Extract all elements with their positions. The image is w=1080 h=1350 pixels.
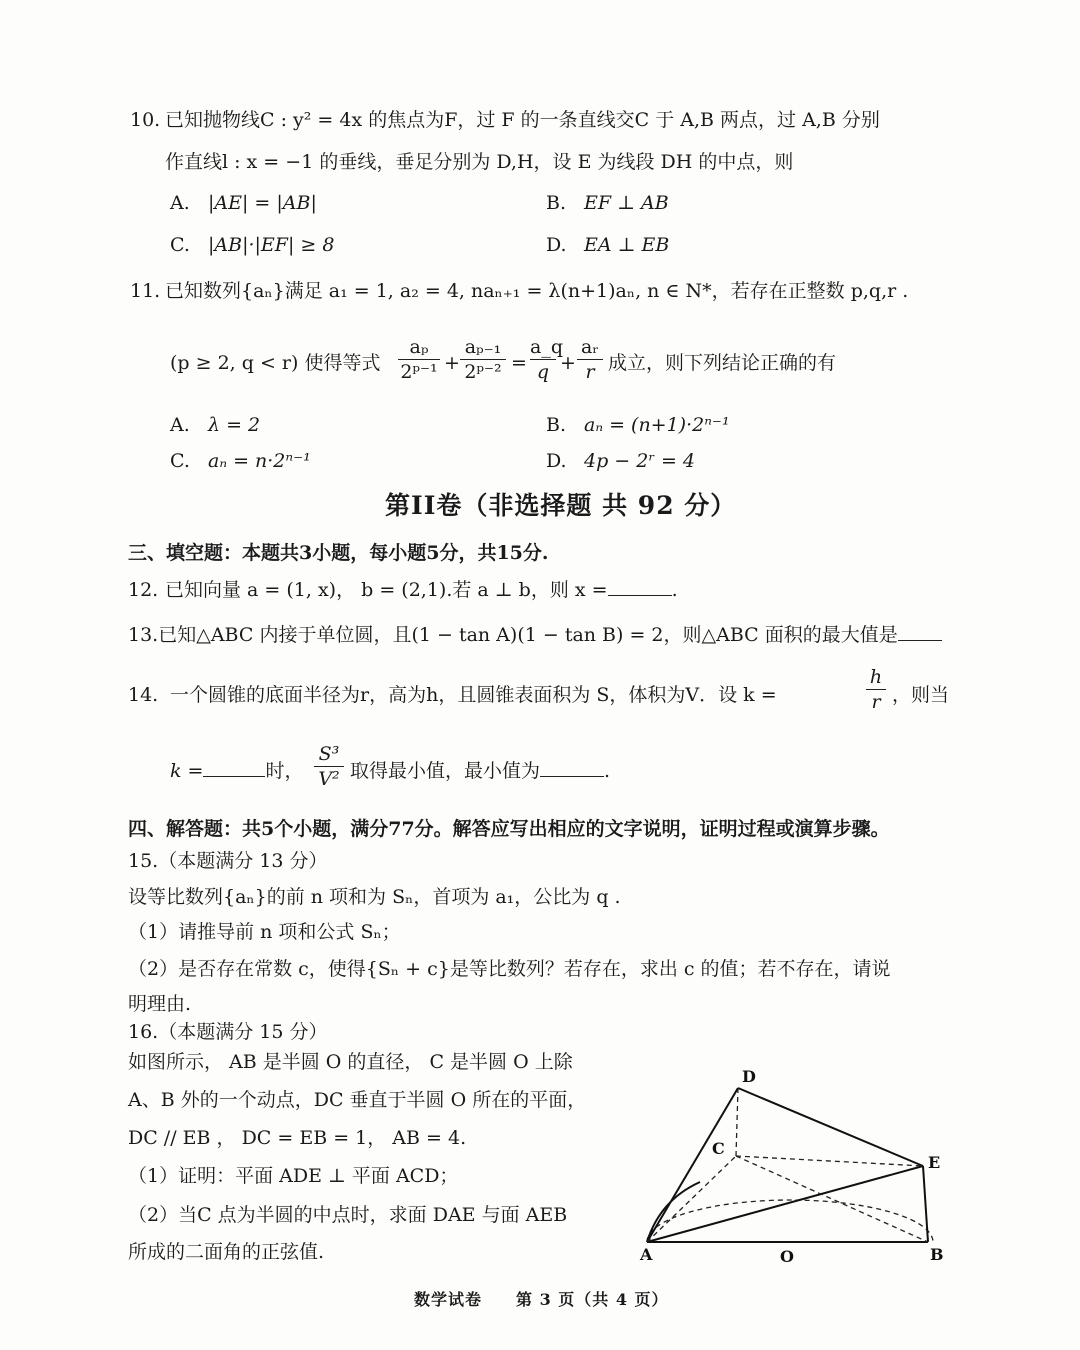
q14-k-numerator: h xyxy=(869,666,883,688)
q11-option-d: 4p − 2ʳ = 4 xyxy=(584,450,696,472)
q10-stem-line1: 已知抛物线C : y² = 4x 的焦点为F，过 F 的一条直线交C 于 A,B 两点，过 A,B 分别 xyxy=(165,109,880,131)
q13-text: 13.已知△ABC 内接于单位圆，且(1 − tan A)(1 − tan B) = 2，则△ABC 面积的最大值是 xyxy=(128,624,898,646)
q11-option-d-label: D. xyxy=(546,450,567,472)
q14-mid: 取得最小值，最小值为 xyxy=(350,760,541,782)
q13-answer-blank[interactable] xyxy=(898,640,942,641)
q14-min-blank[interactable] xyxy=(540,776,604,777)
q11-option-b-label: B. xyxy=(546,414,567,436)
q10-number: 10. xyxy=(130,109,161,131)
q14-ratio-fraction xyxy=(314,743,344,790)
q11-stem-line1: 已知数列{aₙ}满足 a₁ = 1, a₂ = 4, naₙ₊₁ = λ(n+1)aₙ, n ∈ N*，若存在正整数 p,q,r . xyxy=(165,280,909,302)
equals-sign: = xyxy=(511,352,527,374)
q16-line1: 如图所示， AB 是半圆 O 的直径， C 是半圆 O 上除 xyxy=(128,1051,573,1073)
q11-option-c: aₙ = n·2ⁿ⁻¹ xyxy=(208,450,311,472)
q10-option-d: EA ⊥ EB xyxy=(584,234,670,256)
q11-number: 11. xyxy=(130,280,161,302)
q11-frac2-denominator: 2ᵖ⁻² xyxy=(464,361,502,383)
q11-frac1-numerator: aₚ xyxy=(409,336,429,358)
footer-page: 第 3 页（共 4 页） xyxy=(516,1290,669,1309)
q11-fraction-4 xyxy=(577,336,603,383)
segment-ad xyxy=(647,1088,738,1242)
q11-option-b: aₙ = (n+1)·2ⁿ⁻¹ xyxy=(584,414,730,436)
q11-frac4-denominator: r xyxy=(585,361,595,383)
q16-line3: DC // EB ， DC = EB = 1， AB = 4. xyxy=(128,1127,467,1149)
q15-header: 15.（本题满分 13 分） xyxy=(128,850,328,872)
label-d: D xyxy=(742,1067,756,1086)
q16-line2: A、B 外的一个动点，DC 垂直于半圆 O 所在的平面， xyxy=(128,1089,587,1111)
q11-frac3-denominator: q xyxy=(536,361,550,383)
q11-frac3-numerator: a_q xyxy=(530,336,563,358)
q14-line1-tail: ，则当 xyxy=(892,684,950,706)
q15-part2-continued: 明理由. xyxy=(128,993,192,1015)
q10-option-a: |AE| = |AB| xyxy=(208,192,317,214)
q16-part2: （2）当C 点为半圆的中点时，求面 DAE 与面 AEB xyxy=(128,1204,568,1226)
q14-end: . xyxy=(604,760,611,782)
segment-cb xyxy=(736,1156,928,1242)
q16-part2-continued: 所成的二面角的正弦值. xyxy=(128,1241,325,1263)
q11-fraction-2 xyxy=(460,336,506,383)
q11-fraction-3 xyxy=(530,336,563,383)
q11-condition: (p ≥ 2, q < r) 使得等式 xyxy=(170,352,381,374)
q11-frac1-denominator: 2ᵖ⁻¹ xyxy=(400,361,438,383)
label-e: E xyxy=(928,1153,941,1172)
q12-answer-blank[interactable] xyxy=(608,595,672,596)
q12-end: . xyxy=(671,579,678,601)
q11-option-c-label: C. xyxy=(170,450,190,472)
q16-part1: （1）证明：平面 ADE ⊥ 平面 ACD； xyxy=(128,1165,459,1187)
section3-heading: 三、填空题：本题共3小题，每小题5分，共15分. xyxy=(128,542,549,564)
segment-dc xyxy=(736,1088,738,1156)
q14-k-fraction xyxy=(866,666,886,713)
q13-stem xyxy=(128,623,942,647)
q11-fraction-1 xyxy=(398,336,440,383)
segment-ae xyxy=(647,1166,923,1242)
segment-ce xyxy=(736,1156,923,1166)
q15-intro: 设等比数列{aₙ}的前 n 项和为 Sₙ，首项为 a₁，公比为 q . xyxy=(128,886,621,908)
q16-geometry-figure xyxy=(630,1060,960,1270)
q15-part2: （2）是否存在常数 c，使得{Sₙ + c}是等比数列？若存在，求出 c 的值；若不存在，请说 xyxy=(128,958,891,980)
q10-option-a-label: A. xyxy=(170,192,190,214)
q14-k-denominator: r xyxy=(871,691,881,713)
q14-line2-tail xyxy=(350,759,610,783)
plus-sign: + xyxy=(560,352,576,374)
q11-option-a-label: A. xyxy=(170,414,190,436)
q11-frac2-numerator: aₚ₋₁ xyxy=(464,336,502,358)
q14-when: 时， xyxy=(265,760,304,782)
q14-k-label: k = xyxy=(170,760,204,782)
plus-sign: + xyxy=(444,352,460,374)
q10-option-b-label: B. xyxy=(546,192,567,214)
q16-header: 16.（本题满分 15 分） xyxy=(128,1021,328,1043)
q12-text: 已知向量 a = (1, x)， b = (2,1).若 a ⊥ b，则 x = xyxy=(165,579,608,601)
q14-ratio-numerator: S³ xyxy=(318,743,340,765)
q14-number: 14. xyxy=(128,684,159,706)
label-a: A xyxy=(640,1245,653,1264)
label-b: B xyxy=(930,1245,944,1264)
part2-title: 第II卷（非选择题 共 92 分） xyxy=(385,491,737,520)
q15-part1: （1）请推导前 n 项和公式 Sₙ； xyxy=(128,921,401,943)
footer-subject: 数学试卷 xyxy=(414,1290,483,1309)
q12-stem xyxy=(165,578,678,602)
q11-stem-tail: 成立，则下列结论正确的有 xyxy=(608,352,837,374)
label-o: O xyxy=(780,1247,794,1266)
q10-stem-line2: 作直线l : x = −1 的垂线，垂足分别为 D,H，设 E 为线段 DH 的中点，则 xyxy=(165,151,794,173)
segment-de xyxy=(738,1088,923,1166)
q14-stem-line1: 一个圆锥的底面半径为r，高为h，且圆锥表面积为 S，体积为V．设 k = xyxy=(170,684,777,706)
q14-ratio-denominator: V² xyxy=(318,768,340,790)
q11-option-a: λ = 2 xyxy=(208,414,261,436)
q11-frac4-numerator: aᵣ xyxy=(581,336,599,358)
q10-option-c-label: C. xyxy=(170,234,190,256)
semicircle-arc xyxy=(647,1200,933,1242)
q14-k-blank[interactable] xyxy=(203,776,265,777)
label-c: C xyxy=(712,1139,725,1158)
q10-option-c: |AB|·|EF| ≥ 8 xyxy=(208,234,335,256)
segment-eb xyxy=(923,1166,928,1242)
section4-heading: 四、解答题：共5个小题，满分77分。解答应写出相应的文字说明，证明过程或演算步骤。 xyxy=(128,818,890,840)
q10-option-b: EF ⊥ AB xyxy=(584,192,669,214)
q10-option-d-label: D. xyxy=(546,234,567,256)
q12-number: 12. xyxy=(128,579,159,601)
q14-line2 xyxy=(170,759,304,783)
